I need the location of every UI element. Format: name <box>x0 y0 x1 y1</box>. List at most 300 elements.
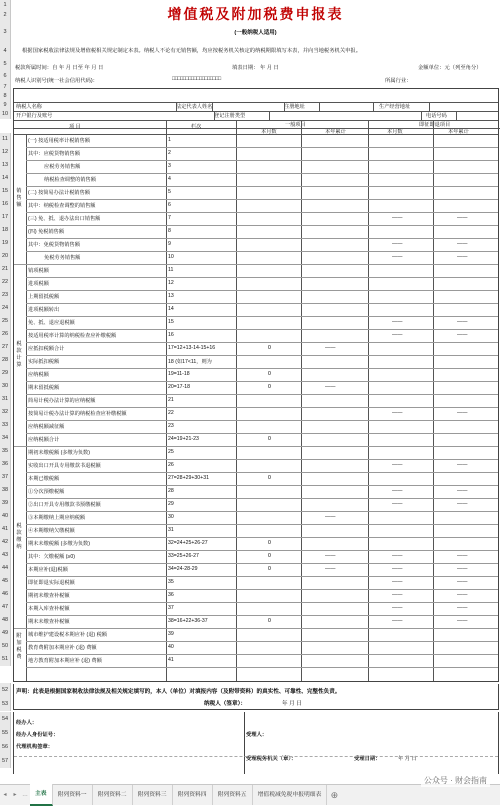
row-number: 18 <box>0 224 11 237</box>
cell-input[interactable] <box>434 226 499 237</box>
cell-input[interactable] <box>237 512 300 523</box>
table-row-item: 应纳税额减征额 <box>28 424 65 430</box>
header-label: 生产经营地址 <box>379 104 411 110</box>
column-header-ytd: 本年累计 <box>448 129 469 135</box>
row-number: 53 <box>0 697 11 711</box>
table-row-item: 地方教育附加本期应补 (退) 费额 <box>28 658 102 664</box>
table-row-item: 简易计税办法计算的应纳税额 <box>28 398 96 404</box>
cell-input[interactable] <box>434 304 499 315</box>
table-row-code: 20=17-18 <box>168 384 191 390</box>
cell-input[interactable] <box>302 525 367 536</box>
cell-input[interactable] <box>434 512 499 523</box>
cell-input[interactable] <box>302 616 367 627</box>
table-row-code: 11 <box>168 267 174 273</box>
row-number: 8 <box>0 92 11 101</box>
table-row-code: 9 <box>168 241 171 247</box>
table-row-code: 24=19+21-23 <box>168 436 199 442</box>
section-label-sales: 销 售 额 <box>16 188 22 208</box>
tax-office-label: 受理税务机关（章）： <box>246 756 297 762</box>
table-row-item: 期初未缴税额 (多缴为负数) <box>28 450 90 456</box>
cell-input[interactable] <box>237 447 300 458</box>
row-number: 2 <box>0 10 11 20</box>
cell-input[interactable] <box>302 226 367 237</box>
cell-input[interactable] <box>434 356 499 367</box>
taxpayer-id-label: 纳税人识别号(统一社会信用代码)： <box>15 78 98 84</box>
table-row-code: 19=11-18 <box>168 371 190 377</box>
row-number: 45 <box>0 575 11 588</box>
cell-value[interactable]: 0 <box>268 618 271 624</box>
row-number: 14 <box>0 172 11 185</box>
cell-input[interactable] <box>237 174 300 185</box>
grid-line <box>269 111 270 120</box>
row-number: 37 <box>0 471 11 484</box>
cell-input[interactable] <box>434 382 499 393</box>
table-row-code: 28 <box>168 488 174 494</box>
industry-label: 所属行业： <box>385 78 412 84</box>
row-number: 3 <box>0 20 11 45</box>
table-row-code: 23 <box>168 423 174 429</box>
header-input[interactable] <box>456 112 499 120</box>
cell-value[interactable]: 0 <box>268 371 271 377</box>
cell-dash: —— <box>457 592 468 598</box>
cell-input[interactable] <box>237 304 300 315</box>
cell-input[interactable] <box>369 473 432 484</box>
cell-input[interactable] <box>369 304 432 315</box>
table-row-item: ②出口开具专用缴款书预缴税额 <box>28 502 101 508</box>
cell-input[interactable] <box>237 278 300 289</box>
cell-input[interactable] <box>369 135 432 146</box>
sheet-tab-2[interactable]: 附列资料一 <box>53 785 93 805</box>
table-row-item: 按简易计税办法计算的纳税检查应补缴税额 <box>28 411 127 417</box>
grid-line <box>14 628 26 629</box>
cell-input[interactable] <box>302 499 367 510</box>
section-label-pay: 税 款 缴 纳 <box>16 522 22 550</box>
cell-input[interactable] <box>237 161 300 172</box>
table-row-item: 实收出口开具专用缴款书退税额 <box>28 463 101 469</box>
cell-input[interactable] <box>434 265 499 276</box>
cell-input[interactable] <box>434 629 499 640</box>
row-number: 15 <box>0 185 11 198</box>
table-row-code: 29 <box>168 501 174 507</box>
cell-dash: —— <box>457 254 468 260</box>
table-row-code: 17=12+13-14-15+16 <box>168 345 216 351</box>
sheet-tab-1[interactable]: 主表 <box>30 784 53 806</box>
row-number: 19 <box>0 237 11 250</box>
column-header-month: 本月数 <box>261 129 277 135</box>
cell-input[interactable] <box>302 187 367 198</box>
cell-input[interactable] <box>434 369 499 380</box>
table-row-code: 35 <box>168 579 174 585</box>
table-row-item: 上期留抵税额 <box>28 294 60 300</box>
row-number: 13 <box>0 159 11 172</box>
grid-line <box>214 111 215 120</box>
cell-input[interactable] <box>302 434 367 445</box>
cell-dash: —— <box>392 332 403 338</box>
cell-input[interactable] <box>434 473 499 484</box>
cell-input[interactable] <box>237 239 300 250</box>
cell-input[interactable] <box>302 629 367 640</box>
header-input[interactable] <box>319 103 373 111</box>
row-number: 54 <box>0 712 11 726</box>
cell-input[interactable] <box>369 421 432 432</box>
cell-value[interactable]: 0 <box>268 540 271 546</box>
table-row-item: 其中：应税货物销售额 <box>28 151 80 157</box>
cell-input[interactable] <box>369 356 432 367</box>
column-header-ytd: 本年累计 <box>325 129 346 135</box>
sheet-tab-3[interactable]: 附列资料二 <box>93 785 133 805</box>
cell-dash: —— <box>392 592 403 598</box>
cell-input[interactable] <box>369 343 432 354</box>
cell-input[interactable] <box>302 174 367 185</box>
cell-input[interactable] <box>434 200 499 211</box>
cell-input[interactable] <box>302 239 367 250</box>
cell-dash: —— <box>325 566 336 572</box>
row-number: 52 <box>0 683 11 697</box>
cell-input[interactable] <box>237 642 300 653</box>
cell-input[interactable] <box>434 421 499 432</box>
cell-input[interactable] <box>237 655 300 666</box>
cell-input[interactable] <box>237 291 300 302</box>
table-row-item: 实际抵扣税额 <box>28 359 60 365</box>
table-row-code: 37 <box>168 605 174 611</box>
agent-label: 经办人： <box>16 720 38 726</box>
grid-line <box>429 102 430 111</box>
table-row-code: 38=16+22+36-37 <box>168 618 208 624</box>
table-row-item: (二) 按简易办法计税销售额 <box>28 190 90 196</box>
cell-input[interactable] <box>237 330 300 341</box>
table-row-item: 期初未缴查补税额 <box>28 593 70 599</box>
row-number: 43 <box>0 549 11 562</box>
row-number: 20 <box>0 250 11 263</box>
footer-section <box>13 712 499 774</box>
column-header-lanci: 栏次 <box>191 124 202 130</box>
cell-dash: —— <box>457 410 468 416</box>
table-row-code: 8 <box>168 228 171 234</box>
cell-input[interactable] <box>369 434 432 445</box>
cell-dash: —— <box>392 553 403 559</box>
header-input[interactable] <box>429 103 496 111</box>
table-row-code: 30 <box>168 514 174 520</box>
cell-dash: —— <box>457 501 468 507</box>
row-number: 47 <box>0 601 11 614</box>
cell-input[interactable] <box>237 460 300 471</box>
table-row-item: 其中：欠缴税额 (≥0) <box>28 554 75 560</box>
cell-input[interactable] <box>302 265 367 276</box>
agency-label: 代理机构签章： <box>16 744 54 750</box>
cell-input[interactable] <box>237 135 300 146</box>
cell-input[interactable] <box>302 213 367 224</box>
cell-input[interactable] <box>237 213 300 224</box>
cell-value[interactable]: 0 <box>268 345 271 351</box>
cell-input[interactable] <box>369 226 432 237</box>
cell-input[interactable] <box>369 291 432 302</box>
cell-input[interactable] <box>302 252 367 263</box>
row-number: 1 <box>0 0 11 10</box>
cell-input[interactable] <box>237 226 300 237</box>
cell-input[interactable] <box>237 577 300 588</box>
cell-input[interactable] <box>369 642 432 653</box>
table-row-item: (四) 免税销售额 <box>28 229 65 235</box>
cell-input[interactable] <box>434 343 499 354</box>
cell-input[interactable] <box>434 395 499 406</box>
table-row-item: 进项税额转出 <box>28 307 60 313</box>
cell-value[interactable]: 0 <box>268 436 271 442</box>
cell-input[interactable] <box>369 525 432 536</box>
table-row-code: 40 <box>168 644 174 650</box>
row-number: 9 <box>0 101 11 110</box>
grid-line <box>14 264 26 265</box>
row-number: 12 <box>0 146 11 159</box>
table-row-item: 销项税额 <box>28 268 49 274</box>
row-number: 34 <box>0 432 11 445</box>
table-row-item: (三) 免、抵、退办法出口销售额 <box>28 216 101 222</box>
cell-input[interactable] <box>302 460 367 471</box>
row-number: 4 <box>0 45 11 58</box>
receiver-label: 受理人： <box>246 732 268 738</box>
cell-input[interactable] <box>434 148 499 159</box>
cell-input[interactable] <box>369 629 432 640</box>
cell-input[interactable] <box>434 642 499 653</box>
grid-line <box>26 550 498 551</box>
cell-input[interactable] <box>302 304 367 315</box>
form-title: 增值税及附加税费申报表 <box>167 6 344 22</box>
row-number: 10 <box>0 110 11 119</box>
cell-input[interactable] <box>237 629 300 640</box>
section-label-surtax: 附 加 税 费 <box>16 633 22 660</box>
sheet-tab-7[interactable]: 增值税减免税申报明细表 <box>253 785 328 805</box>
cell-input[interactable] <box>302 447 367 458</box>
cell-input[interactable] <box>434 434 499 445</box>
cell-input[interactable] <box>302 395 367 406</box>
grid-line <box>26 563 498 564</box>
row-number: 24 <box>0 302 11 315</box>
cell-input[interactable] <box>369 382 432 393</box>
table-row-item: 期末留抵税额 <box>28 385 60 391</box>
cell-input[interactable] <box>237 486 300 497</box>
cell-input[interactable] <box>302 486 367 497</box>
table-row-item: 本期已缴税额 <box>28 476 60 482</box>
receive-date: 年 月 日 <box>398 756 417 762</box>
column-header-month: 本月数 <box>387 129 403 135</box>
cell-input[interactable] <box>369 278 432 289</box>
cell-input[interactable] <box>434 291 499 302</box>
cell-input[interactable] <box>302 655 367 666</box>
table-row-item: 期末未缴查补税额 <box>28 619 70 625</box>
table-row-item: 进项税额 <box>28 281 49 287</box>
cell-dash: —— <box>457 319 468 325</box>
header-input[interactable] <box>85 112 211 120</box>
row-number: 42 <box>0 536 11 549</box>
cell-input[interactable] <box>434 187 499 198</box>
watermark: 公众号 · 财会指南 <box>421 774 490 787</box>
grid-line <box>373 102 374 111</box>
column-header-refund: 即征即退项目 <box>419 121 451 128</box>
signature-date: 年 月 日 <box>282 701 302 707</box>
unit-label: 金额单位：元（列至角分） <box>418 65 482 71</box>
header-label: 注册地址 <box>284 104 305 110</box>
table-row-item: 应纳税额合计 <box>28 437 60 443</box>
table-row-code: 7 <box>168 215 171 221</box>
cell-input[interactable] <box>237 187 300 198</box>
cell-input[interactable] <box>302 356 367 367</box>
sheet-tab-5[interactable]: 附列资料四 <box>173 785 213 805</box>
cell-input[interactable] <box>434 174 499 185</box>
taxpayer-id-boxes[interactable]: □□□□□□□□□□□□□□□□□□ <box>172 76 221 82</box>
tab-scroll-left-icon[interactable]: ◂ <box>3 792 7 798</box>
table-row-code: 33=25+26-27 <box>168 553 199 559</box>
cell-input[interactable] <box>302 200 367 211</box>
cell-input[interactable] <box>434 538 499 549</box>
cell-input[interactable] <box>237 317 300 328</box>
cell-input[interactable] <box>302 148 367 159</box>
cell-input[interactable] <box>434 161 499 172</box>
cell-input[interactable] <box>302 590 367 601</box>
table-row-code: 27=28+29+30+31 <box>168 475 209 481</box>
cell-value[interactable]: 0 <box>268 384 271 390</box>
tab-menu-icon[interactable]: … <box>22 792 28 798</box>
cell-input[interactable] <box>237 252 300 263</box>
cell-input[interactable] <box>237 525 300 536</box>
table-row-code: 25 <box>168 449 174 455</box>
cell-input[interactable] <box>369 447 432 458</box>
fill-date: 填表日期： 年 月 日 <box>232 65 279 71</box>
row-number: 35 <box>0 445 11 458</box>
row-number: 44 <box>0 562 11 575</box>
cell-input[interactable] <box>434 655 499 666</box>
row-number: 11 <box>0 133 11 146</box>
cell-dash: —— <box>392 215 403 221</box>
table-row-item: 其中：免税货物销售额 <box>28 242 80 248</box>
cell-dash: —— <box>325 514 336 520</box>
sheet-tab-4[interactable]: 附列资料三 <box>133 785 173 805</box>
cell-input[interactable] <box>369 148 432 159</box>
cell-dash: —— <box>392 618 403 624</box>
cell-input[interactable] <box>302 408 367 419</box>
cell-input[interactable] <box>434 447 499 458</box>
sheet-tab-6[interactable]: 附列资料五 <box>213 785 253 805</box>
cell-input[interactable] <box>369 655 432 666</box>
cell-input[interactable] <box>369 200 432 211</box>
cell-input[interactable] <box>369 512 432 523</box>
cell-input[interactable] <box>302 161 367 172</box>
row-number: 31 <box>0 393 11 406</box>
row-number: 29 <box>0 367 11 380</box>
add-sheet-icon[interactable]: ⊕ <box>330 789 339 800</box>
cell-dash: —— <box>457 605 468 611</box>
cell-value[interactable]: 0 <box>268 566 271 572</box>
cell-input[interactable] <box>237 265 300 276</box>
header-input[interactable] <box>85 103 166 111</box>
cell-input[interactable] <box>302 330 367 341</box>
table-row-code: 16 <box>168 332 174 338</box>
cell-input[interactable] <box>237 148 300 159</box>
row-number: 16 <box>0 198 11 211</box>
row-number: 40 <box>0 510 11 523</box>
cell-input[interactable] <box>302 291 367 302</box>
table-row-code: 2 <box>168 150 171 156</box>
cell-dash: —— <box>325 345 336 351</box>
cell-input[interactable] <box>237 408 300 419</box>
table-row-item: 期末未缴税额 (多缴为负数) <box>28 541 90 547</box>
row-number: 56 <box>0 740 11 754</box>
cell-input[interactable] <box>237 200 300 211</box>
cell-dash: —— <box>392 410 403 416</box>
cell-input[interactable] <box>369 161 432 172</box>
cell-dash: —— <box>457 215 468 221</box>
form-intro: 根据国家税收法律法规及增值税相关规定制定本表。纳税人不论有无销售额，均应按税务机关核定的纳税期限填写本表，并向当地税务机关申报。 <box>22 48 362 54</box>
table-row-code: 4 <box>168 176 171 182</box>
table-row-item: 免税劳务销售额 <box>44 255 81 261</box>
cell-input[interactable] <box>237 590 300 601</box>
cell-input[interactable] <box>369 538 432 549</box>
table-row-code: 5 <box>168 189 171 195</box>
cell-input[interactable] <box>237 499 300 510</box>
cell-input[interactable] <box>369 395 432 406</box>
column-header-general: 一般项目 <box>285 121 306 128</box>
cell-input[interactable] <box>302 577 367 588</box>
tab-scroll-right-icon[interactable]: ▸ <box>13 792 17 798</box>
cell-dash: —— <box>392 254 403 260</box>
cell-input[interactable] <box>302 538 367 549</box>
table-row-item: 教育费附加本期应补 (退) 费额 <box>28 645 97 651</box>
cell-input[interactable] <box>434 525 499 536</box>
cell-dash: —— <box>392 579 403 585</box>
grid-line <box>284 102 285 111</box>
table-row-code: 15 <box>168 319 174 325</box>
cell-input[interactable] <box>369 265 432 276</box>
tax-period: 税款所属时间：自 年 月 日至 年 月 日 <box>15 65 104 71</box>
grid-line <box>14 446 26 447</box>
cell-input[interactable] <box>302 421 367 432</box>
row-number: 17 <box>0 211 11 224</box>
form-subtitle: (一般纳税人适用) <box>234 30 277 36</box>
cell-input[interactable] <box>302 135 367 146</box>
cell-input[interactable] <box>302 317 367 328</box>
row-number: 55 <box>0 726 11 740</box>
cell-input[interactable] <box>369 369 432 380</box>
cell-input[interactable] <box>302 278 367 289</box>
declaration-statement <box>13 684 499 710</box>
table-row-code: 32=24+25+26-27 <box>168 540 208 546</box>
cell-input[interactable] <box>302 473 367 484</box>
cell-input[interactable] <box>302 603 367 614</box>
cell-value[interactable]: 0 <box>268 475 271 481</box>
cell-input[interactable] <box>369 174 432 185</box>
cell-input[interactable] <box>434 135 499 146</box>
table-row-code: 13 <box>168 293 174 299</box>
grid-line <box>212 102 213 111</box>
cell-input[interactable] <box>237 356 300 367</box>
cell-input[interactable] <box>302 642 367 653</box>
cell-input[interactable] <box>237 421 300 432</box>
cell-value[interactable]: 0 <box>268 553 271 559</box>
table-row-item: 本期入库查补税额 <box>28 606 70 612</box>
header-input[interactable] <box>269 112 421 120</box>
table-row-item: ③本期缴纳上期应纳税额 <box>28 515 86 521</box>
table-row-item: 免、抵、退应退税额 <box>28 320 75 326</box>
header-input[interactable] <box>212 103 271 111</box>
cell-input[interactable] <box>237 395 300 406</box>
cell-input[interactable] <box>302 369 367 380</box>
cell-input[interactable] <box>434 278 499 289</box>
cell-input[interactable] <box>237 603 300 614</box>
declaration-text: 声明：此表是根据国家税收法律法规及相关规定填写的，本人（单位）对填报内容（及附带资料）的真实性、可靠性、完整性负责。 <box>16 689 341 695</box>
cell-input[interactable] <box>369 187 432 198</box>
cell-dash: —— <box>325 384 336 390</box>
table-row-code: 3 <box>168 163 171 169</box>
table-row-code: 39 <box>168 631 174 637</box>
receive-date-label: 受理日期： <box>354 756 381 762</box>
